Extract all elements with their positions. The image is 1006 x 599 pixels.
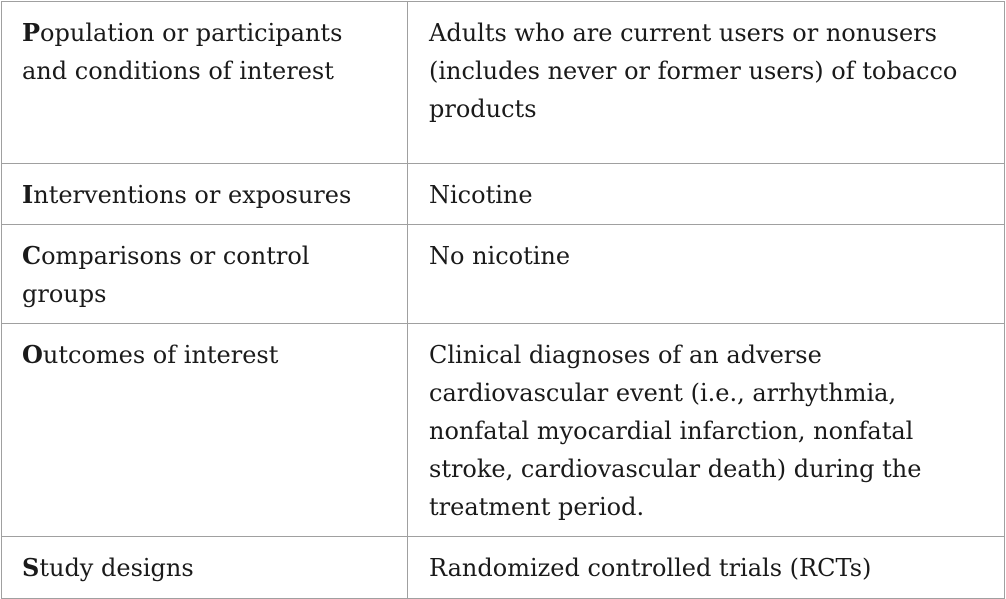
criterion-label-cell [2, 324, 408, 537]
criterion-value: Clinical diagnoses of an adverse cardiovascular event (i.e., arrhythmia, nonfatal myocardial infarction, nonfatal stroke, cardiovascular death) during the treatment period. [408, 324, 1005, 537]
pico-criteria-table [1, 1, 1005, 599]
table-row-population [2, 2, 1005, 164]
table-row-study-designs [2, 537, 1005, 599]
criterion-label-text: opulation or participants and conditions of interest [22, 19, 343, 85]
criterion-value: Nicotine [408, 164, 1005, 225]
criterion-label-text: omparisons or control groups [22, 242, 310, 308]
criterion-value: No nicotine [408, 225, 1005, 324]
criterion-value: Adults who are current users or nonusers (includes never or former users) of tobacco products [408, 2, 1005, 164]
table-row-interventions [2, 164, 1005, 225]
criterion-label-text: utcomes of interest [42, 341, 279, 369]
criterion-label-text: tudy designs [39, 554, 194, 582]
table-row-outcomes [2, 324, 1005, 537]
criterion-label-cell [2, 164, 408, 225]
criterion-initial: I [22, 180, 34, 209]
criterion-label-cell [2, 537, 408, 599]
criterion-value: Randomized controlled trials (RCTs) [408, 537, 1005, 599]
criterion-label-cell [2, 2, 408, 164]
criterion-initial: S [22, 553, 40, 582]
criterion-initial: P [22, 18, 41, 47]
criterion-initial: O [22, 340, 43, 369]
criterion-label-text: nterventions or exposures [33, 181, 352, 209]
criterion-label-cell [2, 225, 408, 324]
criterion-initial: C [22, 241, 42, 270]
table-row-comparisons [2, 225, 1005, 324]
